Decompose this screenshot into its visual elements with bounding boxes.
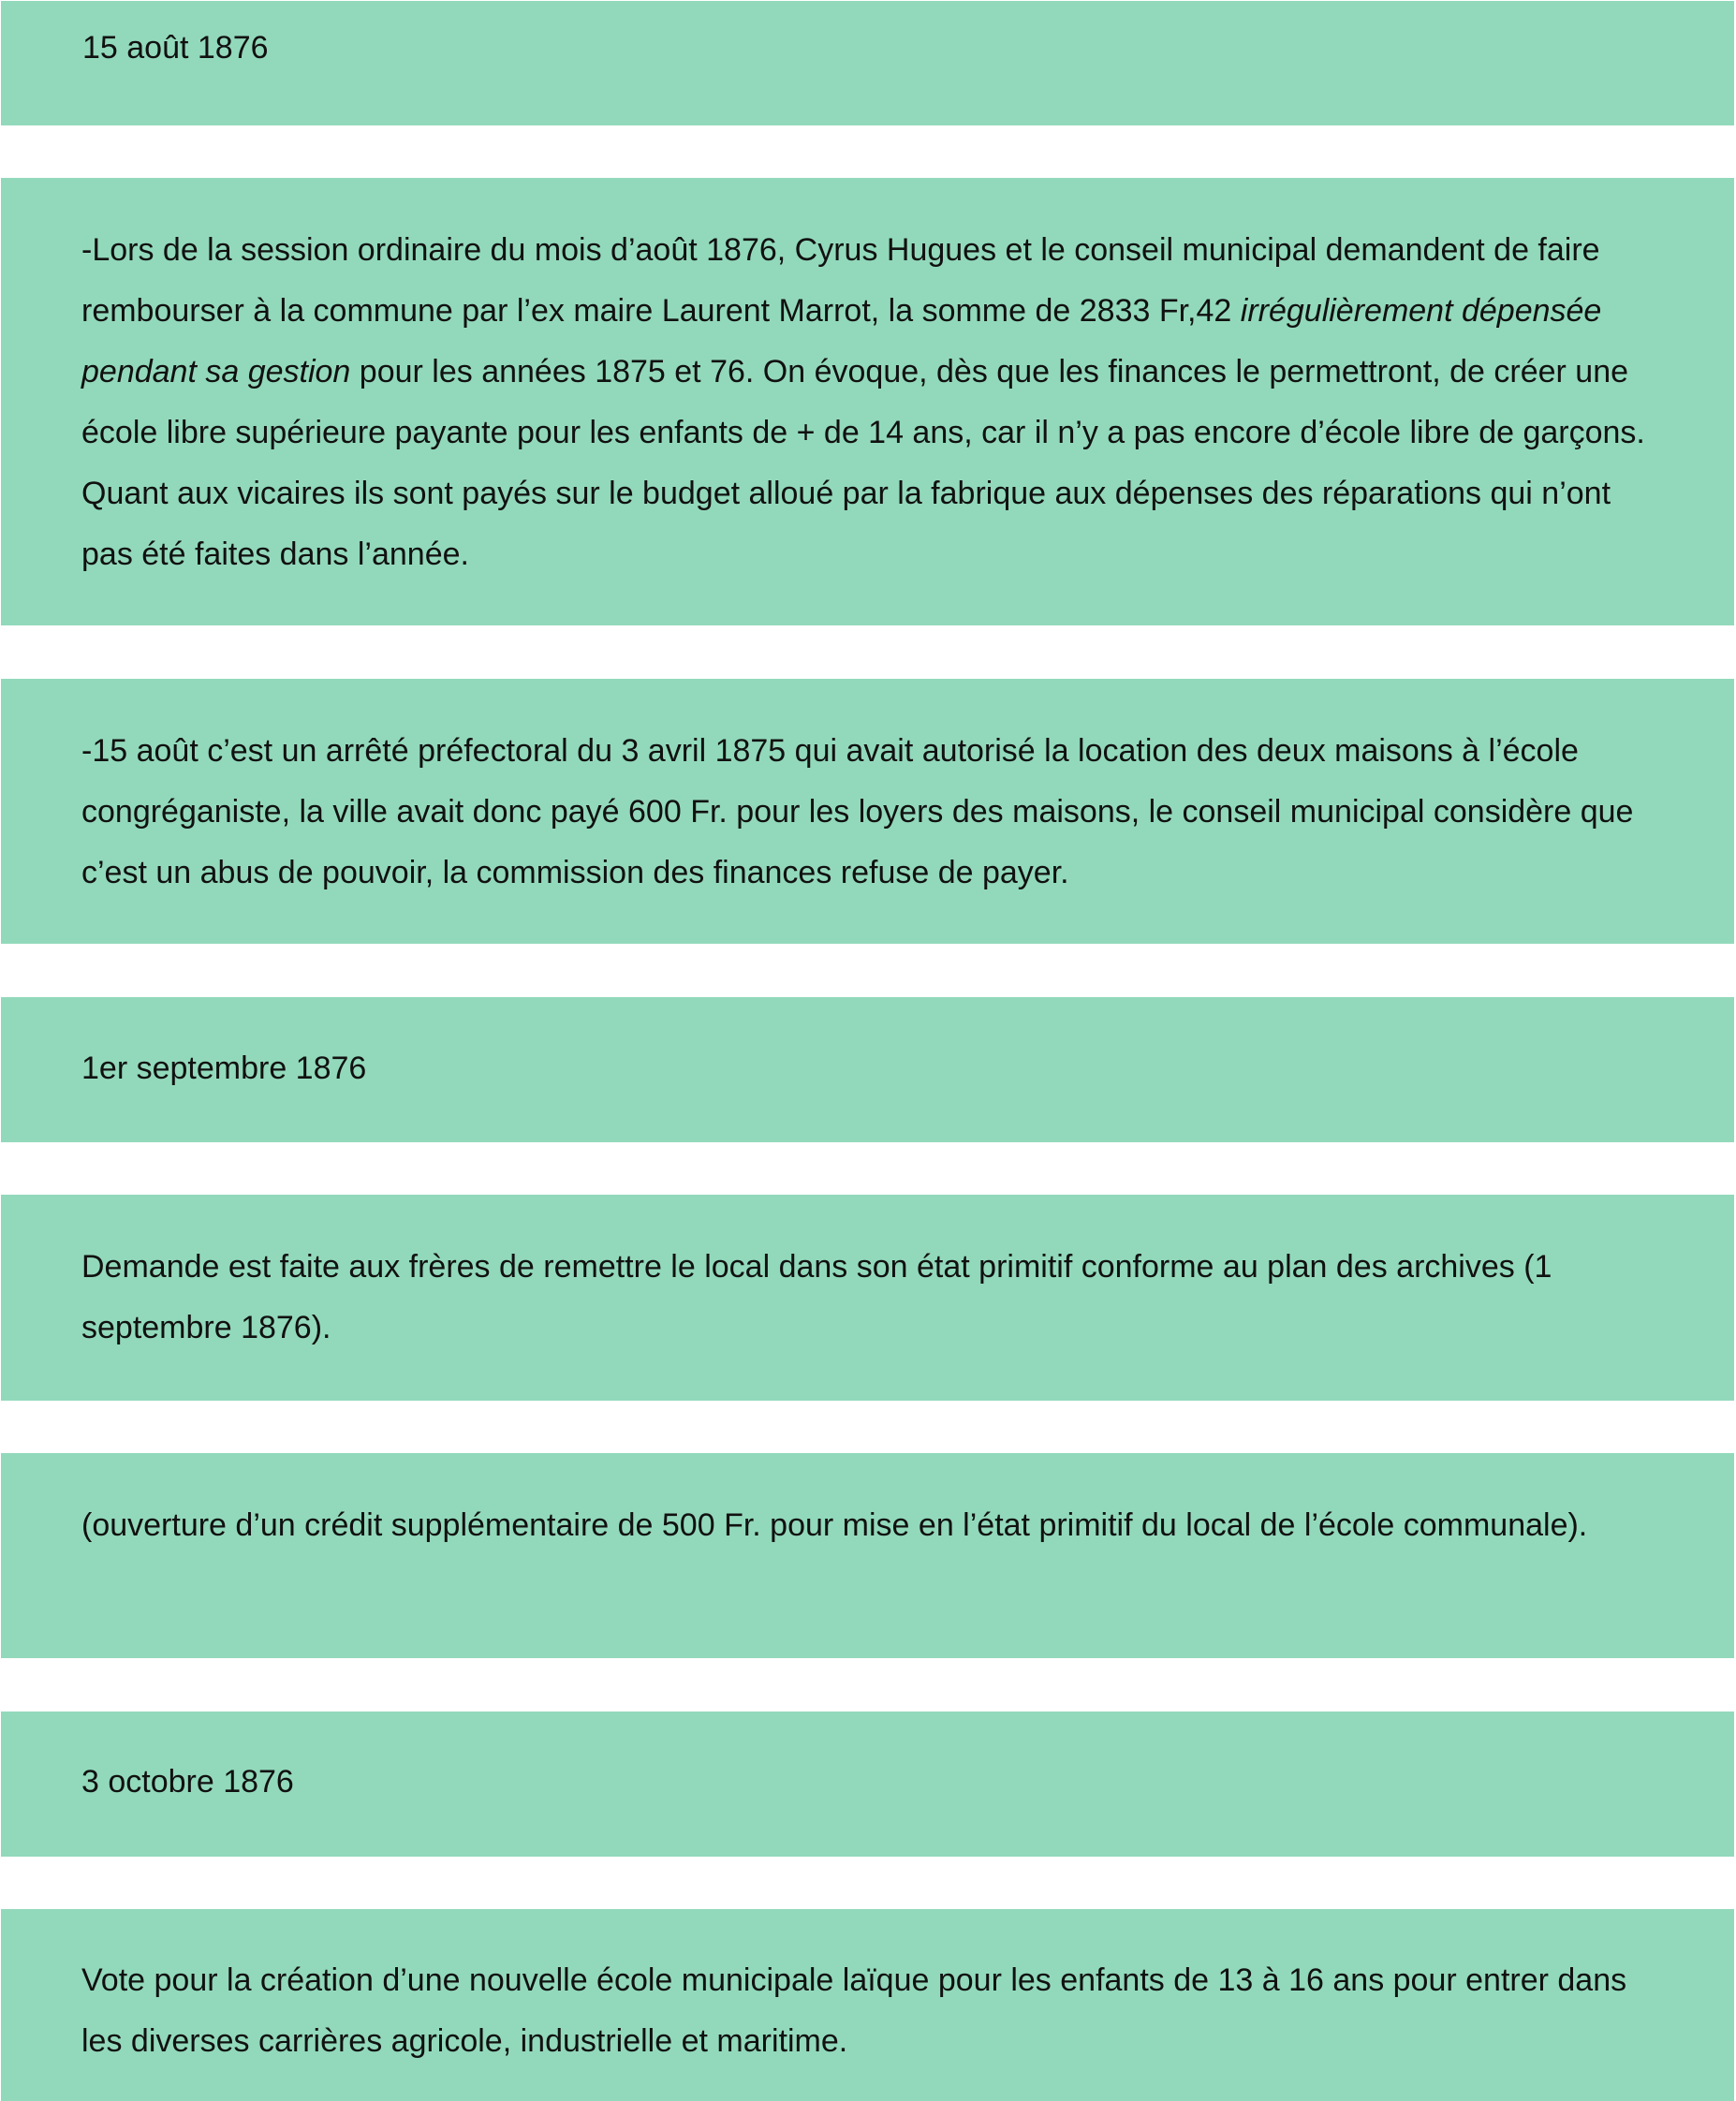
paragraph-text: Vote pour la création d’une nouvelle école municipale laïque pour les enfants de 13 à 16 ans pour entrer dans les diverses carrières agricole, industrielle et maritime.: [81, 1962, 1627, 2059]
paragraph-text: -15 août c’est un arrêté préfectoral du 3 avril 1875 qui avait autorisé la location des deux maisons à l’école congréganiste, la ville avait donc payé 600 Fr. pour les loyers des maisons, le conseil municipal considère que c’est un abus de pouvoir, la commission des finances refuse de payer.: [81, 733, 1634, 890]
paragraph-text: (ouverture d’un crédit supplémentaire de 500 Fr. pour mise en l’état primitif du local de l’école communale).: [81, 1507, 1588, 1543]
paragraph-italic-part: irrégulièrement dépensée pendant sa gestion: [81, 293, 1602, 389]
paragraph-text-part: pour les années 1875 et 76. On évoque, dès que les finances le permettront, de créer une école libre supérieure payante pour les enfants de + de 14 ans, car il n’y a pas encore d’école libre de garçons. Quant aux vicaires ils sont payés sur le budget alloué par la fabrique aux dépenses des réparations qui n’ont pas été faites dans l’année.: [81, 354, 1645, 572]
paragraph-text: Demande est faite aux frères de remettre le local dans son état primitif conforme au plan des archives (1 septembre 1876).: [81, 1249, 1552, 1345]
date-text: 1er septembre 1876: [81, 1050, 367, 1086]
paragraph-text-part: -Lors de la session ordinaire du mois d’août 1876, Cyrus Hugues et le conseil municipal demandent de faire rembourser à la commune par l’ex maire Laurent Marrot, la somme de 2833 Fr,42: [81, 232, 1600, 329]
date-text: 15 août 1876: [82, 30, 269, 66]
paragraph-text: [81, 220, 1736, 585]
date-text: 3 octobre 1876: [81, 1764, 294, 1800]
